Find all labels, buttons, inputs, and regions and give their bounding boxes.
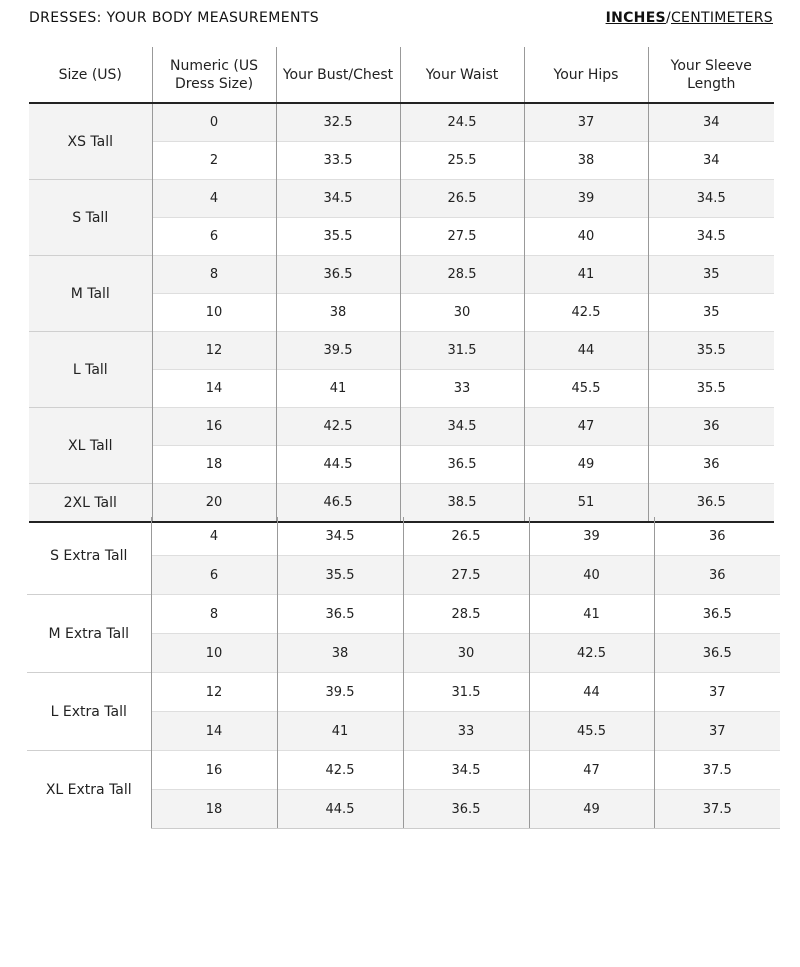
table-header-row: [29, 47, 774, 103]
numeric-size: 4: [151, 517, 277, 556]
sleeve-value: 36.5: [654, 634, 780, 673]
hips-value: 44: [524, 332, 648, 370]
sleeve-value: 36.5: [648, 484, 774, 523]
sleeve-value: 36: [654, 556, 780, 595]
bust-value: 34.5: [277, 517, 403, 556]
sleeve-value: 34: [648, 103, 774, 142]
waist-value: 28.5: [403, 595, 529, 634]
bust-value: 42.5: [277, 751, 403, 790]
sleeve-value: 36: [654, 517, 780, 556]
centimeters-link[interactable]: CENTIMETERS: [670, 10, 773, 26]
numeric-size: 12: [152, 332, 276, 370]
inches-link[interactable]: INCHES: [605, 10, 666, 26]
numeric-size: 18: [152, 446, 276, 484]
unit-separator: /: [665, 10, 671, 26]
bust-value: 38: [276, 294, 400, 332]
hips-value: 39: [529, 517, 654, 556]
col-header-bust: Your Bust/Chest: [276, 47, 400, 103]
sleeve-value: 35.5: [648, 370, 774, 408]
bust-value: 44.5: [276, 446, 400, 484]
waist-value: 31.5: [400, 332, 524, 370]
waist-value: 26.5: [403, 517, 529, 556]
bust-value: 33.5: [276, 142, 400, 180]
sleeve-value: 34.5: [648, 180, 774, 218]
col-header-numeric: Numeric (US Dress Size): [152, 47, 276, 103]
table-row: [29, 180, 774, 218]
waist-value: 28.5: [400, 256, 524, 294]
waist-value: 27.5: [400, 218, 524, 256]
hips-value: 38: [524, 142, 648, 180]
table-row: [27, 595, 780, 634]
numeric-size: 12: [151, 673, 277, 712]
numeric-size: 6: [151, 556, 277, 595]
hips-value: 49: [524, 446, 648, 484]
bust-value: 34.5: [276, 180, 400, 218]
numeric-size: 8: [151, 595, 277, 634]
hips-value: 45.5: [529, 712, 654, 751]
waist-value: 25.5: [400, 142, 524, 180]
size-label: M Extra Tall: [27, 595, 151, 673]
numeric-size: 14: [152, 370, 276, 408]
waist-value: 24.5: [400, 103, 524, 142]
sleeve-value: 36.5: [654, 595, 780, 634]
waist-value: 33: [400, 370, 524, 408]
sleeve-value: 34: [648, 142, 774, 180]
hips-value: 41: [524, 256, 648, 294]
hips-value: 37: [524, 103, 648, 142]
numeric-size: 2: [152, 142, 276, 180]
bust-value: 36.5: [277, 595, 403, 634]
hips-value: 47: [524, 408, 648, 446]
col-header-hips: Your Hips: [524, 47, 648, 103]
col-header-waist: Your Waist: [400, 47, 524, 103]
waist-value: 34.5: [403, 751, 529, 790]
bust-value: 41: [276, 370, 400, 408]
waist-value: 36.5: [403, 790, 529, 829]
bust-value: 38: [277, 634, 403, 673]
tall-size-table: [29, 47, 774, 523]
bust-value: 36.5: [276, 256, 400, 294]
sleeve-value: 37.5: [654, 751, 780, 790]
page-title: DRESSES: YOUR BODY MEASUREMENTS: [29, 10, 320, 26]
waist-value: 36.5: [400, 446, 524, 484]
sleeve-value: 35: [648, 256, 774, 294]
bust-value: 35.5: [276, 218, 400, 256]
table-row: [29, 332, 774, 370]
bust-value: 39.5: [276, 332, 400, 370]
numeric-size: 18: [151, 790, 277, 829]
table-row: [29, 103, 774, 142]
table-row: [27, 517, 780, 556]
numeric-size: 4: [152, 180, 276, 218]
size-label: S Tall: [29, 180, 152, 256]
bust-value: 41: [277, 712, 403, 751]
table-row: [27, 673, 780, 712]
sleeve-value: 36: [648, 446, 774, 484]
size-label: XL Extra Tall: [27, 751, 151, 829]
size-label: L Tall: [29, 332, 152, 408]
waist-value: 30: [400, 294, 524, 332]
table-row: [27, 751, 780, 790]
numeric-size: 16: [152, 408, 276, 446]
bust-value: 42.5: [276, 408, 400, 446]
hips-value: 51: [524, 484, 648, 523]
hips-value: 41: [529, 595, 654, 634]
hips-value: 39: [524, 180, 648, 218]
waist-value: 31.5: [403, 673, 529, 712]
size-label: S Extra Tall: [50, 547, 128, 564]
size-label: L Extra Tall: [27, 673, 151, 751]
col-header-size: Size (US): [29, 47, 152, 103]
sleeve-value: 37: [654, 712, 780, 751]
numeric-size: 14: [151, 712, 277, 751]
bust-value: 32.5: [276, 103, 400, 142]
numeric-size: 10: [151, 634, 277, 673]
numeric-size: 16: [151, 751, 277, 790]
size-label: 2XL Tall: [29, 484, 152, 523]
hips-value: 42.5: [524, 294, 648, 332]
hips-value: 47: [529, 751, 654, 790]
table-row: [29, 256, 774, 294]
table-row: [29, 408, 774, 446]
numeric-size: 0: [152, 103, 276, 142]
numeric-size: 6: [152, 218, 276, 256]
extra-tall-size-table: [27, 517, 780, 829]
waist-value: 30: [403, 634, 529, 673]
numeric-size: 20: [152, 484, 276, 523]
sleeve-value: 36: [648, 408, 774, 446]
sleeve-value: 34.5: [648, 218, 774, 256]
waist-value: 34.5: [400, 408, 524, 446]
hips-value: 40: [529, 556, 654, 595]
size-label: XS Tall: [29, 103, 152, 180]
size-label: XL Tall: [29, 408, 152, 484]
sleeve-value: 37: [654, 673, 780, 712]
waist-value: 26.5: [400, 180, 524, 218]
waist-value: 27.5: [403, 556, 529, 595]
hips-value: 45.5: [524, 370, 648, 408]
hips-value: 40: [524, 218, 648, 256]
hips-value: 42.5: [529, 634, 654, 673]
col-header-sleeve: Your Sleeve Length: [648, 47, 774, 103]
sleeve-value: 35.5: [648, 332, 774, 370]
sleeve-value: 35: [648, 294, 774, 332]
numeric-size: 8: [152, 256, 276, 294]
size-label: M Tall: [29, 256, 152, 332]
hips-value: 49: [529, 790, 654, 829]
bust-value: 39.5: [277, 673, 403, 712]
sleeve-value: 37.5: [654, 790, 780, 829]
hips-value: 44: [529, 673, 654, 712]
bust-value: 46.5: [276, 484, 400, 523]
waist-value: 33: [403, 712, 529, 751]
unit-toggle: [606, 10, 773, 26]
bust-value: 35.5: [277, 556, 403, 595]
bust-value: 44.5: [277, 790, 403, 829]
waist-value: 38.5: [400, 484, 524, 523]
numeric-size: 10: [152, 294, 276, 332]
